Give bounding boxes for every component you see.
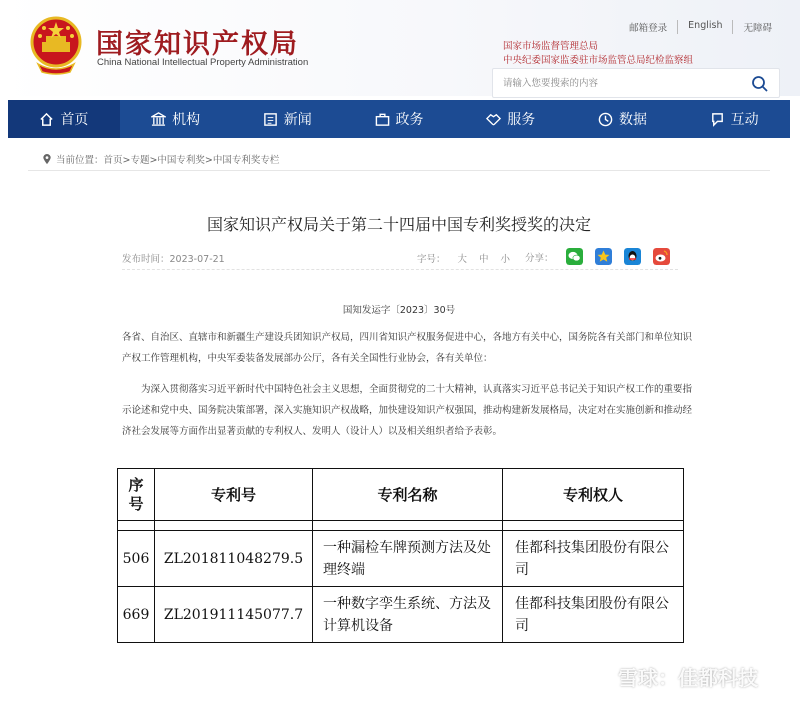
font-size-control [417,251,510,265]
share-label: 分享： [525,252,554,264]
site-header [0,0,800,96]
cell-seq: 506 [118,531,155,587]
font-size-large[interactable]: 大 [457,254,468,265]
header-seq [118,469,155,521]
search-icon[interactable] [751,75,769,93]
wechat-icon[interactable] [566,248,583,265]
header-patent-name: 专利名称 [313,469,503,521]
briefcase-icon [375,112,390,127]
nav-label: 数据 [618,112,647,128]
search-input[interactable] [503,69,743,97]
weibo-icon[interactable] [653,248,670,265]
award-table [117,468,684,643]
nav-label: 机构 [172,112,201,128]
nav-item-home[interactable] [8,100,120,138]
snowball-logo-icon [584,663,612,691]
nav-label: 服务 [507,112,536,128]
national-emblem-icon [30,14,82,76]
site-title[interactable]: 国家知识产权局 [96,29,299,60]
article-paragraph: 各省、自治区、直辖市和新疆生产建设兵团知识产权局，四川省知识产权服务促进中心，各地方有关中心，国务院各有关部门和单位知识产权工作管理机构，中央军委装备发展部办公厅，各有关全国性行业协会，各有关单位： [122,332,693,364]
meta-divider [122,269,678,270]
divider [28,170,770,171]
watermark-text: 雪球：佳都科技 [618,666,758,690]
dept-link-discipline[interactable]: 中央纪委国家监委驻市场监管总局纪检监察组 [503,55,694,66]
mail-login-link[interactable]: 邮箱登录 [629,23,668,34]
qzone-icon[interactable] [595,248,612,265]
breadcrumb-text[interactable]: 当前位置：首页>专题>中国专利奖>中国专利奖专栏 [56,155,280,166]
article-title: 国家知识产权局关于第二十四届中国专利奖授奖的决定 [206,215,591,234]
news-icon [263,112,278,127]
table-gap-row [118,521,684,531]
nav-item-news[interactable] [231,100,343,138]
font-size-small[interactable]: 小 [500,254,511,265]
table-header-row [118,469,684,521]
share-bar [525,248,670,265]
cell-patent-name: 一种数字孪生系统、方法及计算机设备 [313,587,503,643]
cell-seq: 669 [118,587,155,643]
data-icon [598,112,613,127]
nav-label: 政务 [395,112,424,128]
nav-item-interact[interactable] [678,100,790,138]
institution-icon [151,112,166,127]
font-size-label: 字号： [417,254,446,265]
font-size-medium[interactable]: 中 [479,254,489,265]
header-patent-owner: 专利权人 [503,469,684,521]
header-seq-text: 序号 [128,475,144,513]
cell-patent-owner: 佳都科技集团股份有限公司 [503,587,684,643]
location-pin-icon [42,154,52,165]
document-number: 国知发运字〔2023〕30号 [342,305,456,316]
main-nav [8,100,790,138]
nav-label: 互动 [730,112,759,128]
interact-icon [710,112,725,127]
site-subtitle: China National Intellectual Property Administration [97,57,309,68]
search-box [492,68,780,98]
table-row [118,531,684,587]
publish-date: 发布时间：2023-07-21 [122,254,225,265]
nav-item-institution[interactable] [120,100,232,138]
table-row [118,587,684,643]
nav-label: 首页 [60,112,89,128]
cell-patent-owner: 佳都科技集团股份有限公司 [503,531,684,587]
handshake-icon [486,112,501,127]
cell-patent-no: ZL201911145077.7 [155,587,313,643]
top-links [619,20,782,34]
accessibility-link[interactable]: 无障碍 [732,20,782,34]
cell-patent-no: ZL201811048279.5 [155,531,313,587]
nav-item-service[interactable] [455,100,567,138]
breadcrumb [42,152,279,166]
nav-label: 新闻 [283,112,312,128]
article-paragraph: 为深入贯彻落实习近平新时代中国特色社会主义思想，全面贯彻党的二十大精神，认真落实习近平总书记关于知识产权工作的重要指示论述和党中央、国务院决策部署，深入实施知识产权战略，加快建设知识产权强国，推动构建新发展格局，决定对在实施创新和推动经济社会发展等方面作出显著贡献的专利权人、发明人（设计人）以及相关组织者给予表彰。 [122,384,693,437]
xueqiu-watermark [584,662,758,691]
nav-item-government[interactable] [343,100,455,138]
dept-link-samr[interactable]: 国家市场监督管理总局 [503,41,599,52]
header-patent-no: 专利号 [155,469,313,521]
article-panel [28,146,770,446]
qq-icon[interactable] [624,248,641,265]
home-icon [39,112,54,127]
english-link[interactable]: English [677,20,732,34]
cell-patent-name: 一种漏检车牌预测方法及处理终端 [313,531,503,587]
nav-item-data[interactable] [567,100,679,138]
